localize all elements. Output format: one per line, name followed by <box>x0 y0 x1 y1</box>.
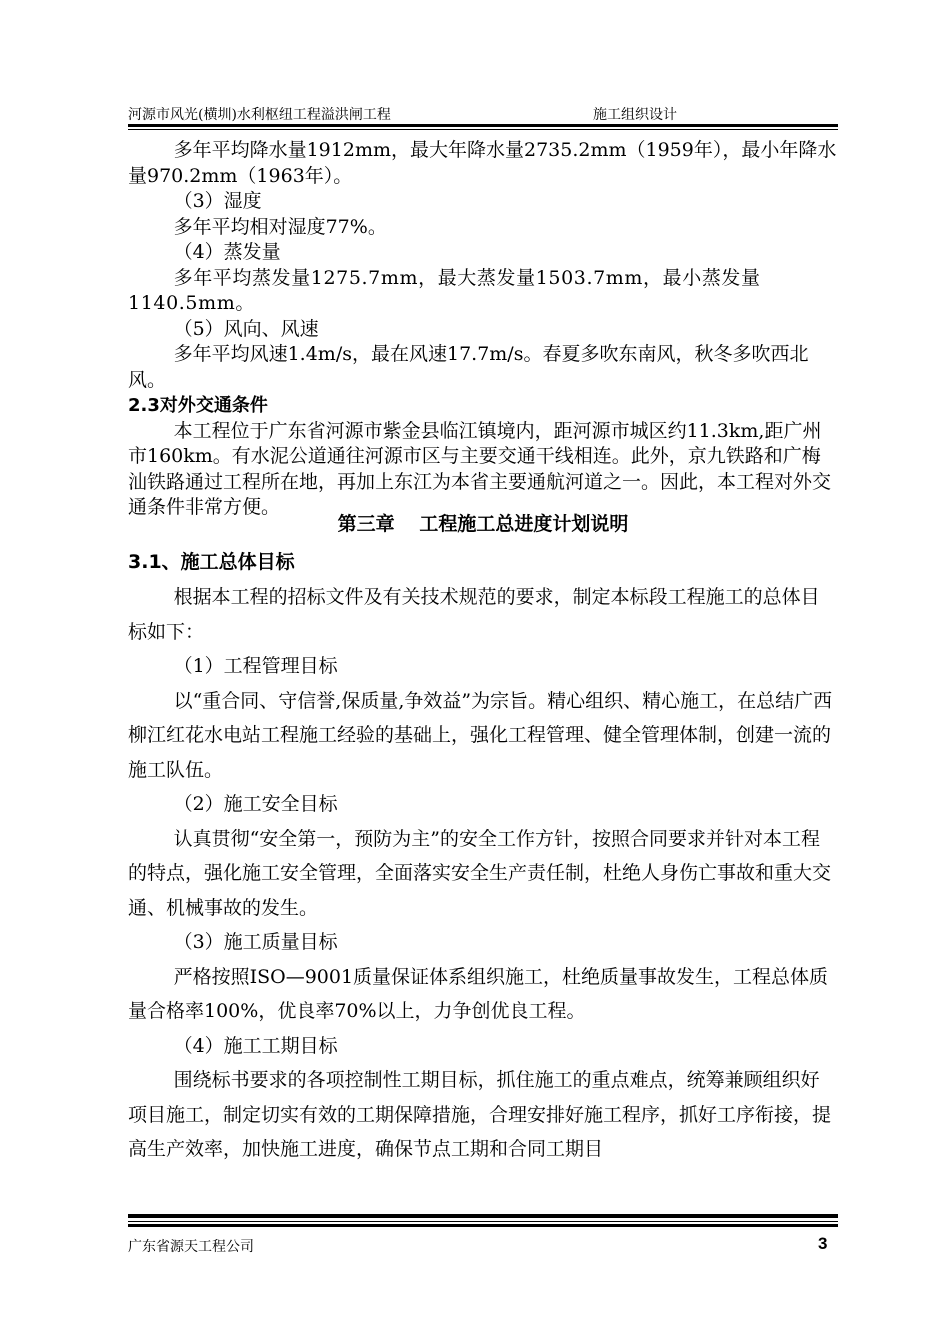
chapter-number: 第三章 <box>337 513 395 535</box>
goal-4-title: （4）施工工期目标 <box>173 1034 338 1057</box>
chapter-title <box>128 512 838 537</box>
goal-4-paragraph: 围绕标书要求的各项控制性工期目标，抓住施工的重点难点，统筹兼顾组织好项目施工，制定切实有效的工期保障措施，合理安排好施工程序，抓好工序衔接，提高生产效率，加快施工进度，确保节点工期和合同工期目 <box>128 1069 832 1160</box>
humidity-paragraph: 多年平均相对湿度77%。 <box>173 215 387 238</box>
footer-rule-bottom <box>128 1224 838 1227</box>
goal-3-paragraph: 严格按照ISO—9001质量保证体系组织施工，杜绝质量事故发生，工程总体质量合格率100%，优良率70%以上，力争创优良工程。 <box>128 965 829 1022</box>
goals-section <box>128 580 838 1167</box>
header-document-type: 施工组织设计 <box>593 107 677 123</box>
evaporation-title: （4）蒸发量 <box>173 241 281 263</box>
goals-intro: 根据本工程的招标文件及有关技术规范的要求，制定本标段工程施工的总体目标如下： <box>128 586 820 643</box>
goal-3-title: （3）施工质量目标 <box>173 931 338 953</box>
traffic-paragraph: 本工程位于广东省河源市紫金县临江镇境内，距河源市城区约11.3km,距广州市160km。有水泥公道通往河源市区与主要交通干线相连。此外，京九铁路和广梅汕铁路通过工程所在地，再加上东江为本省主要通航河道之一。因此，本工程对外交通条件非常方便。 <box>128 419 832 518</box>
page-number: 3 <box>818 1234 828 1253</box>
goal-2-title: （2）施工安全目标 <box>173 793 338 815</box>
chapter-name: 工程施工总进度计划说明 <box>419 513 629 535</box>
rainfall-paragraph: 多年平均降水量1912mm，最大年降水量2735.2mm（1959年），最小年降水量970.2mm（1963年）。 <box>128 139 837 187</box>
humidity-title: （3）湿度 <box>173 190 262 212</box>
evaporation-paragraph: 多年平均蒸发量1275.7mm，最大蒸发量1503.7mm，最小蒸发量1140.5mm。 <box>128 266 761 314</box>
wind-title: （5）风向、风速 <box>173 317 319 340</box>
section-3-1-heading: 3.1、施工总体目标 <box>128 551 295 573</box>
header-rule-thin <box>128 129 838 130</box>
wind-paragraph: 多年平均风速1.4m/s，最在风速17.7m/s。春夏多吹东南风，秋冬多吹西北风。 <box>128 343 809 391</box>
goal-1-paragraph: 以“重合同、守信誉,保质量,争效益”为宗旨。精心组织、精心施工，在总结广西柳江红花水电站工程施工经验的基础上，强化工程管理、健全管理体制，创建一流的施工队伍。 <box>128 689 833 781</box>
traffic-heading: 2.3对外交通条件 <box>128 395 268 416</box>
page-header <box>128 104 838 124</box>
footer-rule-thick <box>128 1214 838 1218</box>
header-rule-thick <box>128 124 838 127</box>
goal-1-title: （1）工程管理目标 <box>173 655 338 677</box>
header-project-title: 河源市风光(横圳)水利枢纽工程溢洪闸工程 <box>128 107 391 123</box>
goal-2-paragraph: 认真贯彻“安全第一，预防为主”的安全工作方针，按照合同要求并针对本工程的特点，强化施工安全管理，全面落实安全生产责任制，杜绝人身伤亡事故和重大交通、机械事故的发生。 <box>128 827 832 919</box>
footer-company: 广东省源天工程公司 <box>128 1239 254 1255</box>
climate-section <box>128 138 838 521</box>
footer-rule-thin <box>128 1221 838 1222</box>
